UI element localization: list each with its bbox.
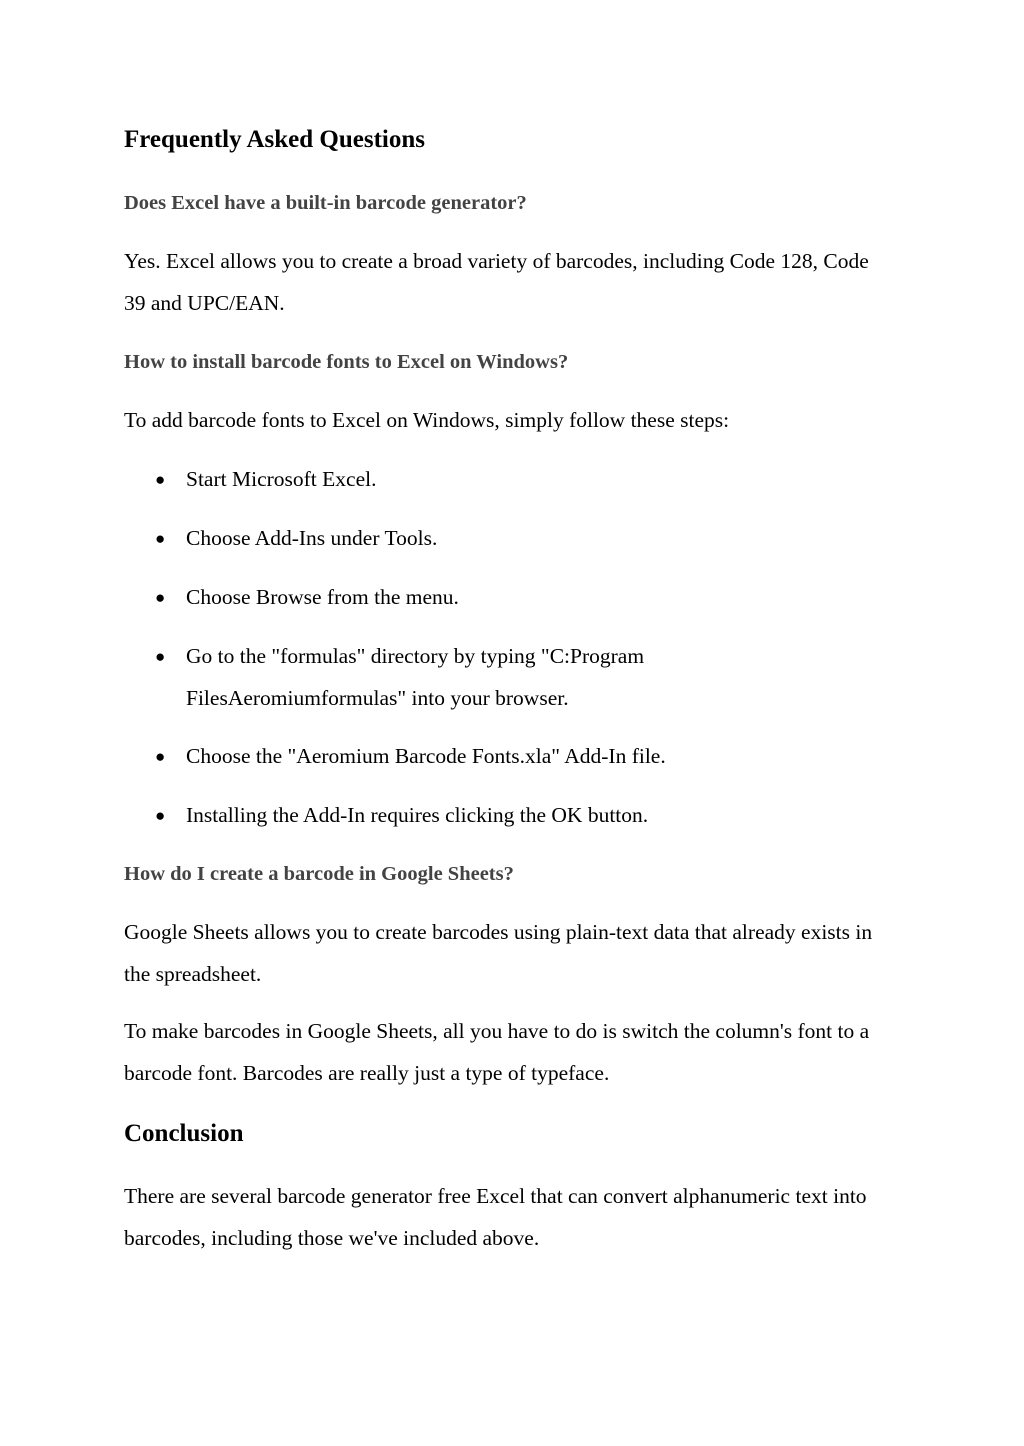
question-3: How do I create a barcode in Google Sheets?: [124, 863, 514, 885]
conclusion-heading: Conclusion: [124, 1120, 244, 1147]
answer-3-paragraph-2: To make barcodes in Google Sheets, all you have to do is switch the column's font to a barcode font. Barcodes are really just a type of typeface.: [124, 1019, 870, 1085]
bullet-icon: ●: [155, 470, 166, 489]
bullet-icon: ●: [155, 806, 166, 825]
list-item-text: Installing the Add-In requires clicking the OK button.: [186, 803, 649, 827]
bullet-icon: ●: [155, 588, 166, 607]
bullet-icon: ●: [155, 647, 166, 666]
list-item-text: Choose Add-Ins under Tools.: [186, 526, 438, 550]
list-item-text: Go to the "formulas" directory by typing "C:Program FilesAeromiumformulas" into your browser.: [186, 644, 645, 710]
bullet-icon: ●: [155, 747, 166, 766]
answer-1: Yes. Excel allows you to create a broad variety of barcodes, including Code 128, Code 39 and UPC/EAN.: [124, 249, 869, 315]
conclusion-text: There are several barcode generator free Excel that can convert alphanumeric text into barcodes, including those we've included above.: [124, 1184, 867, 1250]
list-item-text: Start Microsoft Excel.: [186, 467, 377, 491]
faq-heading: Frequently Asked Questions: [124, 126, 425, 153]
question-1: Does Excel have a built-in barcode generator?: [124, 192, 527, 214]
answer-3-paragraph-1: Google Sheets allows you to create barcodes using plain-text data that already exists in the spreadsheet.: [124, 920, 873, 986]
bullet-icon: ●: [155, 529, 166, 548]
question-2: How to install barcode fonts to Excel on Windows?: [124, 351, 569, 373]
answer-2-intro: To add barcode fonts to Excel on Windows, simply follow these steps:: [124, 408, 730, 432]
list-item-text: Choose the "Aeromium Barcode Fonts.xla" Add-In file.: [186, 744, 666, 768]
list-item-text: Choose Browse from the menu.: [186, 585, 459, 609]
